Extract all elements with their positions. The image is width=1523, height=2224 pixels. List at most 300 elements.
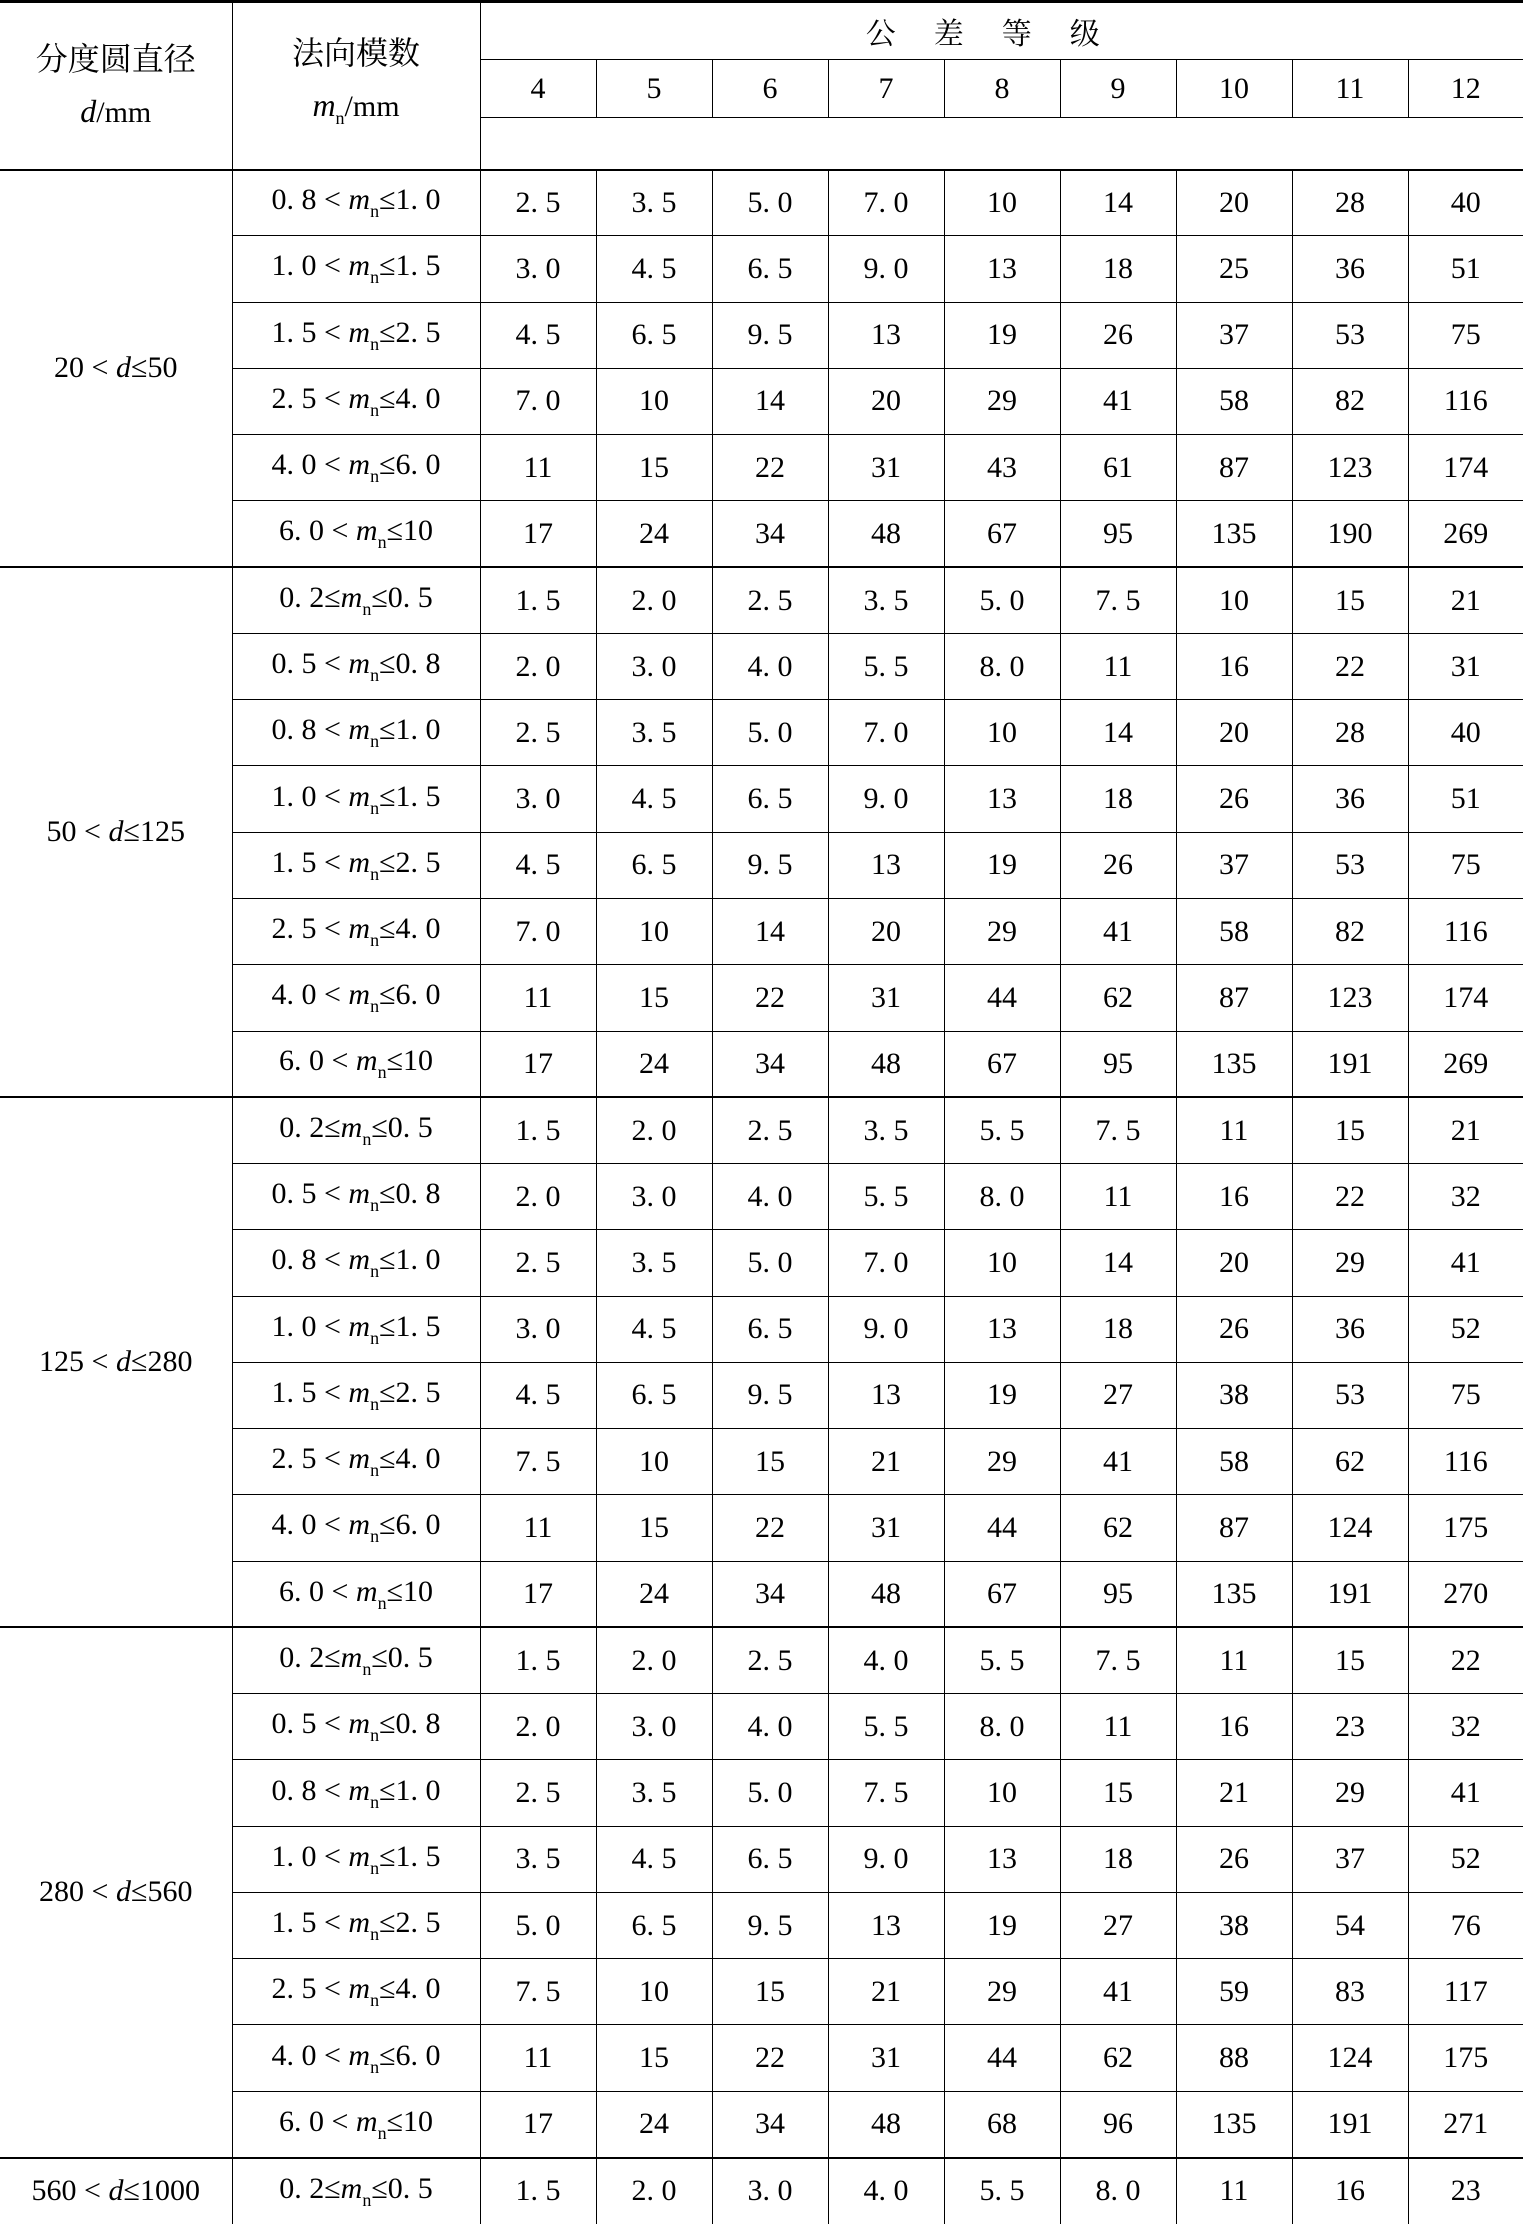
tolerance-value: 2. 0 [480,633,596,699]
tolerance-value: 26 [1060,832,1176,898]
tolerance-value: 23 [1408,2158,1523,2224]
tolerance-value: 31 [1408,633,1523,699]
tolerance-value: 58 [1176,368,1292,434]
tolerance-value: 6. 5 [712,236,828,302]
header-row-1 [0,2,1523,60]
tolerance-value: 24 [596,2091,712,2157]
grade-header-cell: 8 [944,60,1060,118]
tolerance-value: 62 [1060,2025,1176,2091]
tolerance-value: 41 [1060,368,1176,434]
module-range-cell [232,1362,480,1428]
table-row [0,1097,1523,1163]
tolerance-value: 18 [1060,1296,1176,1362]
tolerance-value: 15 [712,1959,828,2025]
header-spacer [480,118,1523,170]
tolerance-value: 67 [944,1031,1060,1097]
tolerance-value: 18 [1060,766,1176,832]
tolerance-value: 5. 0 [712,1230,828,1296]
tolerance-value: 19 [944,1362,1060,1428]
tolerance-value: 123 [1292,435,1408,501]
tolerance-value: 7. 0 [828,170,944,236]
tolerance-value: 3. 0 [596,1164,712,1230]
tolerance-value: 44 [944,965,1060,1031]
tolerance-value: 10 [944,1230,1060,1296]
tolerance-value: 67 [944,1561,1060,1627]
tolerance-value: 83 [1292,1959,1408,2025]
tolerance-value: 23 [1292,1694,1408,1760]
header-grade-title: 公差等级 [480,2,1523,60]
module-range: 1. $0 < m_n\le 1$. 5 [271,779,441,818]
module-range-cell [232,1959,480,2025]
tolerance-value: 9. 0 [828,236,944,302]
tolerance-value: 11 [480,435,596,501]
tolerance-value: 6. 5 [712,1826,828,1892]
tolerance-value: 13 [944,1826,1060,1892]
tolerance-value: 14 [712,898,828,964]
tolerance-value: 4. 0 [828,1627,944,1693]
module-range: 0. $2\le m_n\le 0$. 5 [279,1641,433,1680]
grade-header-cell: 6 [712,60,828,118]
tolerance-value: 29 [1292,1230,1408,1296]
tolerance-value: 5. 5 [944,1097,1060,1163]
tolerance-value: 1. 5 [480,1627,596,1693]
tolerance-value: 13 [828,1362,944,1428]
tolerance-value: 22 [712,965,828,1031]
tolerance-value: 20 [828,368,944,434]
tolerance-value: 15 [596,1495,712,1561]
tolerance-value: 31 [828,435,944,501]
tolerance-value: 6. 5 [596,832,712,898]
tolerance-value: 44 [944,1495,1060,1561]
module-range-cell [232,898,480,964]
tolerance-value: 19 [944,302,1060,368]
tolerance-value: 40 [1408,170,1523,236]
tolerance-value: 3. 5 [596,700,712,766]
diameter-range-cell [0,1097,232,1627]
header-diameter [0,2,232,170]
tolerance-value: 6. 5 [596,302,712,368]
tolerance-value: 20 [828,898,944,964]
module-range-cell [232,633,480,699]
tolerance-value: 7. 0 [828,700,944,766]
module-range: 1. $5 < m_n\le 2$. 5 [271,1375,441,1414]
module-range-cell [232,2158,480,2224]
tolerance-value: 15 [596,965,712,1031]
tolerance-value: 14 [1060,170,1176,236]
tolerance-value: 19 [944,1892,1060,1958]
tolerance-value: 14 [1060,1230,1176,1296]
tolerance-value: 124 [1292,2025,1408,2091]
module-range: 6. $0 < m_n\le 10$ [278,514,434,553]
tolerance-value: 17 [480,1031,596,1097]
tolerance-value: 53 [1292,832,1408,898]
tolerance-value: 34 [712,1031,828,1097]
tolerance-value: 61 [1060,435,1176,501]
tolerance-value: 175 [1408,2025,1523,2091]
module-range-cell [232,1694,480,1760]
tolerance-value: 3. 0 [596,633,712,699]
module-range-cell [232,2091,480,2157]
tolerance-value: 52 [1408,1296,1523,1362]
tolerance-value: 9. 5 [712,302,828,368]
tolerance-value: 24 [596,1031,712,1097]
tolerance-value: 52 [1408,1826,1523,1892]
module-range-cell [232,1495,480,1561]
tolerance-value: 26 [1176,1826,1292,1892]
module-range: 1. $0 < m_n\le 1$. 5 [271,249,441,288]
tolerance-value: 21 [1408,567,1523,633]
tolerance-value: 15 [1292,567,1408,633]
tolerance-value: 190 [1292,501,1408,567]
tolerance-value: 3. 0 [712,2158,828,2224]
diameter-range: 560 < d≤1000 [31,2174,200,2208]
tolerance-value: 5. 0 [944,567,1060,633]
tolerance-value: 7. 5 [828,1760,944,1826]
tolerance-value: 15 [596,435,712,501]
tolerance-value: 21 [828,1429,944,1495]
tolerance-value: 31 [828,2025,944,2091]
tolerance-value: 11 [1176,1627,1292,1693]
module-range: 4. $0 < m_n\le 6$. 0 [271,1508,441,1547]
module-range-cell [232,501,480,567]
tolerance-value: 5. 5 [944,1627,1060,1693]
tolerance-value: 40 [1408,700,1523,766]
module-range-cell [232,832,480,898]
tolerance-value: 135 [1176,2091,1292,2157]
grade-header-cell: 10 [1176,60,1292,118]
module-range-cell [232,435,480,501]
module-range: 1. $0 < m_n\le 1$. 5 [271,1309,441,1348]
tolerance-value: 38 [1176,1892,1292,1958]
tolerance-value: 135 [1176,501,1292,567]
tolerance-value: 31 [828,965,944,1031]
tolerance-value: 62 [1060,1495,1176,1561]
tolerance-value: 3. 0 [480,236,596,302]
tolerance-value: 2. 5 [712,567,828,633]
module-range: 2. $5 < m_n\le 4$. 0 [271,1972,441,2011]
tolerance-value: 27 [1060,1362,1176,1428]
tolerance-value: 6. 5 [596,1362,712,1428]
tolerance-value: 10 [596,1959,712,2025]
module-range: 0. $2\le m_n\le 0$. 5 [279,1111,433,1150]
tolerance-value: 4. 5 [596,1296,712,1362]
tolerance-value: 5. 5 [828,633,944,699]
tolerance-value: 22 [712,2025,828,2091]
tolerance-value: 13 [828,832,944,898]
module-range: 0. $8 < m_n\le 1$. 0 [271,1243,441,1282]
tolerance-value: 2. 5 [480,1760,596,1826]
tolerance-value: 26 [1176,1296,1292,1362]
tolerance-value: 75 [1408,1362,1523,1428]
diameter-range: 50 < d≤125 [46,815,185,849]
tolerance-value: 15 [596,2025,712,2091]
tolerance-value: 44 [944,2025,1060,2091]
tolerance-value: 135 [1176,1031,1292,1097]
tolerance-value: 174 [1408,965,1523,1031]
tolerance-value: 2. 0 [596,567,712,633]
tolerance-value: 175 [1408,1495,1523,1561]
tolerance-value: 76 [1408,1892,1523,1958]
tolerance-value: 48 [828,501,944,567]
tolerance-value: 96 [1060,2091,1176,2157]
tolerance-value: 6. 5 [596,1892,712,1958]
module-range-cell [232,965,480,1031]
module-range-cell [232,700,480,766]
tolerance-value: 53 [1292,302,1408,368]
module-range-cell [232,236,480,302]
tolerance-value: 10 [944,170,1060,236]
tolerance-value: 3. 5 [596,1760,712,1826]
tolerance-value: 4. 5 [596,1826,712,1892]
tolerance-value: 37 [1176,832,1292,898]
tolerance-value: 3. 5 [480,1826,596,1892]
tolerance-value: 26 [1060,302,1176,368]
tolerance-value: 116 [1408,368,1523,434]
tolerance-value: 41 [1060,898,1176,964]
tolerance-value: 10 [596,1429,712,1495]
tolerance-value: 10 [944,1760,1060,1826]
tolerance-value: 19 [944,832,1060,898]
tolerance-value: 15 [712,1429,828,1495]
tolerance-value: 7. 5 [1060,1097,1176,1163]
tolerance-value: 9. 5 [712,832,828,898]
tolerance-value: 41 [1408,1760,1523,1826]
tolerance-value: 21 [1176,1760,1292,1826]
diameter-range: 280 < d≤560 [39,1875,193,1909]
tolerance-value: 20 [1176,700,1292,766]
tolerance-value: 4. 5 [596,236,712,302]
tolerance-value: 11 [1176,2158,1292,2224]
tolerance-value: 8. 0 [944,1694,1060,1760]
tolerance-value: 2. 5 [480,170,596,236]
tolerance-value: 271 [1408,2091,1523,2157]
table-row [0,1627,1523,1693]
tolerance-value: 22 [1408,1627,1523,1693]
module-range: 2. $5 < m_n\le 4$. 0 [271,381,441,420]
tolerance-value: 17 [480,2091,596,2157]
tolerance-value: 21 [1408,1097,1523,1163]
tolerance-value: 34 [712,2091,828,2157]
module-range: 0. $2\le m_n\le 0$. 5 [279,2171,433,2210]
tolerance-value: 7. 0 [480,898,596,964]
tolerance-value: 3. 0 [480,1296,596,1362]
tolerance-value: 9. 0 [828,1296,944,1362]
tolerance-value: 10 [596,368,712,434]
tolerance-value: 15 [1292,1097,1408,1163]
tolerance-value: 4. 0 [712,1164,828,1230]
tolerance-value: 82 [1292,898,1408,964]
tolerance-value: 4. 5 [480,1362,596,1428]
module-range: 0. $8 < m_n\le 1$. 0 [271,1773,441,1812]
tolerance-value: 1. 5 [480,2158,596,2224]
tolerance-value: 43 [944,435,1060,501]
grade-header-cell: 5 [596,60,712,118]
tolerance-value: 9. 5 [712,1892,828,1958]
tolerance-value: 87 [1176,435,1292,501]
tolerance-value: 51 [1408,236,1523,302]
tolerance-value: 11 [1176,1097,1292,1163]
module-range: 0. $5 < m_n\le 0$. 8 [271,1707,441,1746]
module-range-cell [232,1892,480,1958]
tolerance-value: 48 [828,1561,944,1627]
tolerance-value: 7. 0 [828,1230,944,1296]
tolerance-value: 24 [596,1561,712,1627]
tolerance-value: 87 [1176,965,1292,1031]
tolerance-value: 34 [712,1561,828,1627]
tolerance-value: 2. 0 [480,1164,596,1230]
tolerance-value: 24 [596,501,712,567]
tolerance-value: 34 [712,501,828,567]
tolerance-value: 8. 0 [944,633,1060,699]
tolerance-value: 3. 5 [828,1097,944,1163]
module-range: 0. $8 < m_n\le 1$. 0 [271,183,441,222]
module-range: 0. $8 < m_n\le 1$. 0 [271,713,441,752]
tolerance-value: 13 [944,766,1060,832]
tolerance-value: 17 [480,1561,596,1627]
module-range-cell [232,170,480,236]
tolerance-value: 174 [1408,435,1523,501]
tolerance-value: 123 [1292,965,1408,1031]
tolerance-value: 8. 0 [944,1164,1060,1230]
module-range-cell [232,1627,480,1693]
tolerance-value: 28 [1292,700,1408,766]
tolerance-value: 2. 0 [480,1694,596,1760]
diameter-range-cell [0,170,232,568]
tolerance-value: 269 [1408,1031,1523,1097]
module-range-cell [232,1296,480,1362]
tolerance-value: 16 [1176,1164,1292,1230]
tolerance-value: 269 [1408,501,1523,567]
tolerance-value: 7. 5 [1060,1627,1176,1693]
tolerance-value: 14 [1060,700,1176,766]
tolerance-value: 95 [1060,501,1176,567]
table-row [0,567,1523,633]
module-range-cell [232,1164,480,1230]
tolerance-value: 5. 0 [712,1760,828,1826]
tolerance-value: 29 [944,368,1060,434]
tolerance-value: 5. 5 [828,1694,944,1760]
module-range-cell [232,766,480,832]
tolerance-value: 7. 5 [480,1959,596,2025]
tolerance-value: 5. 0 [712,170,828,236]
tolerance-value: 5. 5 [944,2158,1060,2224]
tolerance-value: 22 [1292,1164,1408,1230]
tolerance-value: 51 [1408,766,1523,832]
tolerance-value: 22 [712,435,828,501]
tolerance-value: 54 [1292,1892,1408,1958]
tolerance-value: 4. 5 [480,302,596,368]
header-module-unit: $m_n/mm$ [312,87,400,129]
module-range-cell [232,1097,480,1163]
tolerance-value: 36 [1292,236,1408,302]
tolerance-value: 9. 0 [828,1826,944,1892]
module-range: 2. $5 < m_n\le 4$. 0 [271,912,441,951]
module-range-cell [232,1561,480,1627]
tolerance-value: 1. 5 [480,1097,596,1163]
tolerance-value: 10 [944,700,1060,766]
table-row [0,2158,1523,2224]
tolerance-value: 15 [1292,1627,1408,1693]
tolerance-value: 10 [596,898,712,964]
tolerance-value: 2. 5 [480,700,596,766]
tolerance-value: 22 [1292,633,1408,699]
tolerance-value: 75 [1408,832,1523,898]
module-range-cell [232,1429,480,1495]
grade-header-cell: 9 [1060,60,1176,118]
header-diameter-title: 分度圆直径 [35,40,196,77]
diameter-range: 20 < d≤50 [54,351,178,385]
tolerance-value: 6. 5 [712,766,828,832]
tolerance-value: 3. 5 [596,170,712,236]
module-range-cell [232,1031,480,1097]
diameter-range-cell [0,567,232,1097]
tolerance-value: 11 [480,2025,596,2091]
tolerance-value: 37 [1176,302,1292,368]
tolerance-value: 11 [1060,633,1176,699]
grade-header-cell: 4 [480,60,596,118]
tolerance-value: 11 [1060,1694,1176,1760]
tolerance-value: 41 [1408,1230,1523,1296]
tolerance-value: 29 [944,1959,1060,2025]
tolerance-value: 11 [1060,1164,1176,1230]
tolerance-value: 9. 5 [712,1362,828,1428]
tolerance-value: 1. 5 [480,567,596,633]
tolerance-value: 3. 0 [596,1694,712,1760]
module-range: 1. $5 < m_n\le 2$. 5 [271,1906,441,1945]
header-diameter-unit: d/mm [80,92,152,129]
tolerance-value: 2. 0 [596,2158,712,2224]
tolerance-value: 5. 0 [480,1892,596,1958]
header-module [232,2,480,170]
tolerance-value: 87 [1176,1495,1292,1561]
tolerance-value: 59 [1176,1959,1292,2025]
tolerance-value: 5. 0 [712,700,828,766]
tolerance-value: 4. 5 [596,766,712,832]
tolerance-value: 16 [1176,1694,1292,1760]
tolerance-value: 2. 5 [712,1627,828,1693]
tolerance-value: 2. 5 [480,1230,596,1296]
module-range: 0. $2\le m_n\le 0$. 5 [279,581,433,620]
tolerance-value: 25 [1176,236,1292,302]
module-range-cell [232,302,480,368]
tolerance-value: 16 [1176,633,1292,699]
tolerance-value: 95 [1060,1561,1176,1627]
tolerance-value: 29 [944,1429,1060,1495]
grade-header-cell: 11 [1292,60,1408,118]
module-range: 6. $0 < m_n\le 10$ [278,1574,434,1613]
tolerance-value: 41 [1060,1429,1176,1495]
tolerance-value: 7. 0 [480,368,596,434]
module-range-cell [232,368,480,434]
module-range: 0. $5 < m_n\le 0$. 8 [271,1177,441,1216]
module-range: 1. $0 < m_n\le 1$. 5 [271,1839,441,1878]
tolerance-value: 191 [1292,2091,1408,2157]
module-range: 4. $0 < m_n\le 6$. 0 [271,448,441,487]
tolerance-value: 20 [1176,1230,1292,1296]
tolerance-value: 18 [1060,1826,1176,1892]
grade-header-cell: 12 [1408,60,1523,118]
module-range: 4. $0 < m_n\le 6$. 0 [271,978,441,1017]
tolerance-value: 27 [1060,1892,1176,1958]
module-range-cell [232,1230,480,1296]
tolerance-value: 58 [1176,898,1292,964]
diameter-range-cell [0,2158,232,2224]
diameter-range-cell [0,1627,232,2157]
tolerance-value: 7. 5 [1060,567,1176,633]
tolerance-value: 13 [944,1296,1060,1362]
module-range: 6. $0 < m_n\le 10$ [278,1044,434,1083]
tolerance-value: 62 [1060,965,1176,1031]
